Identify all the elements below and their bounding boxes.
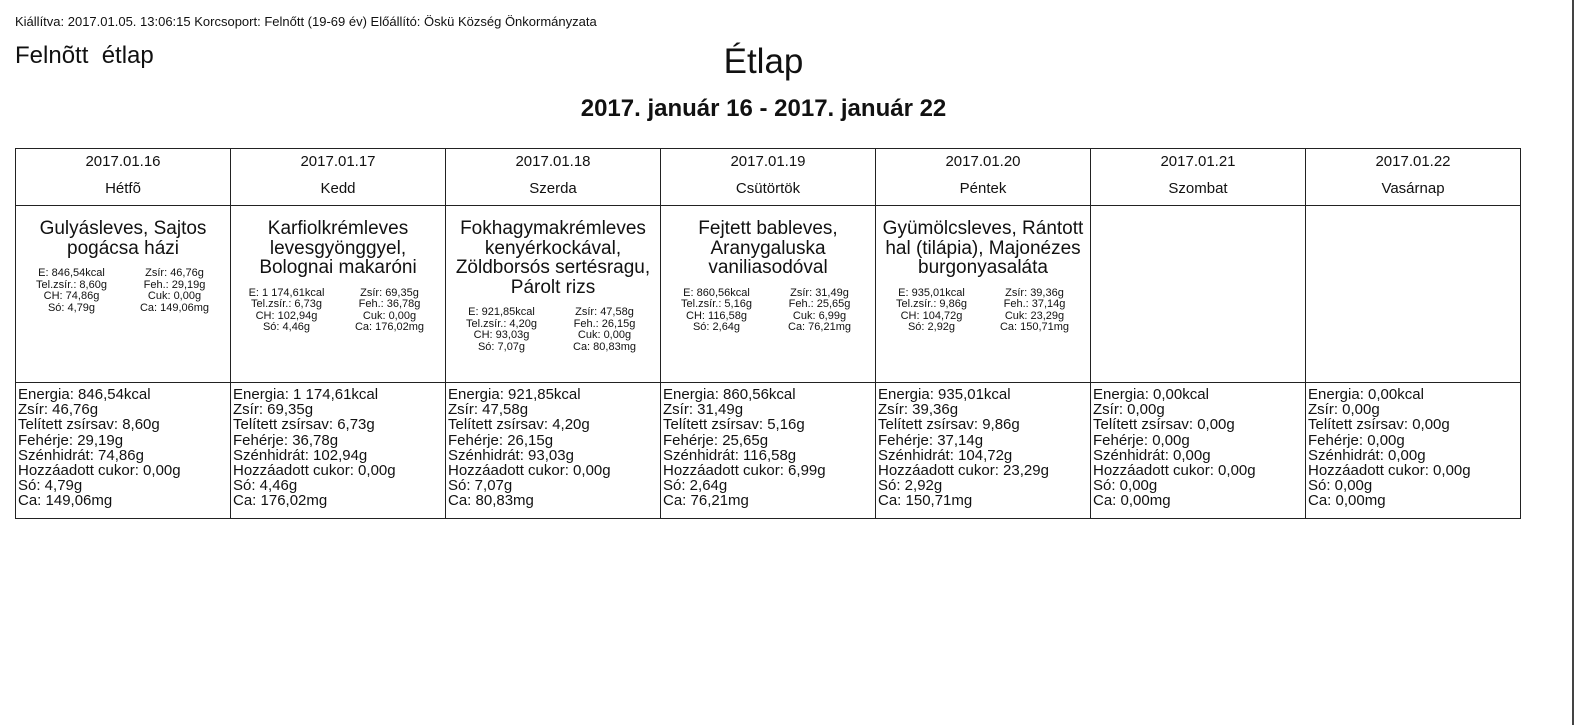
nutrition-added-sugar: Hozzáadott cukor: 0,00g (233, 462, 396, 480)
nutrition-calcium: Ca: 0,00mg (1093, 492, 1171, 510)
day-header-sunday (1306, 149, 1521, 206)
meal-name: Gyümölcsleves, Rántott hal (tilápia), Majonézes burgonyasaláta (882, 218, 1084, 278)
summary-value: CH: 93,03g (473, 329, 530, 341)
summary-left-column (880, 288, 983, 334)
nutrition-salt: Só: 7,07g (448, 477, 513, 495)
meal-nutrition-summary (450, 307, 656, 353)
summary-value: Ca: 149,06mg (139, 301, 210, 314)
nutrition-salt: Só: 4,46g (233, 477, 298, 495)
meal-cell-tuesday (231, 206, 446, 383)
summary-value: Cuk: 0,00g (362, 309, 417, 322)
summary-value: CH: 102,94g (255, 309, 318, 322)
nutrition-fat: Zsír: 47,58g (448, 401, 529, 419)
summary-left-column (665, 288, 768, 334)
summary-value: Tel.zsír.: 9,86g (896, 298, 967, 310)
nutrition-fat: Zsír: 31,49g (663, 401, 744, 419)
summary-value: Só: 7,07g (477, 340, 526, 353)
issued-info-line: Kiállítva: 2017.01.05. 13:06:15 Korcsoport: Felnőtt (19-69 év) Előállító: Öskü Község Önkormányzata (15, 14, 597, 29)
nutrition-saturated-fat: Telített zsírsav: 0,00g (1308, 416, 1450, 434)
nutrition-added-sugar: Hozzáadott cukor: 0,00g (1093, 462, 1256, 480)
meal-cell-saturday (1091, 206, 1306, 383)
summary-value: CH: 104,72g (900, 309, 963, 322)
meal-nutrition-summary (665, 288, 871, 334)
nutrition-energy: Energia: 846,54kcal (18, 386, 151, 403)
nutrition-energy: Energia: 935,01kcal (878, 386, 1011, 403)
meal-cell-wednesday (446, 206, 661, 383)
nutrition-cell-tuesday (231, 383, 446, 519)
nutrition-salt: Só: 2,92g (878, 477, 943, 495)
summary-value: Zsír: 39,36g (1005, 286, 1064, 299)
nutrition-added-sugar: Hozzáadott cukor: 0,00g (448, 462, 611, 480)
nutrition-energy: Energia: 0,00kcal (1308, 386, 1424, 403)
nutrition-calcium: Ca: 76,21mg (663, 492, 749, 510)
summary-right-column (553, 307, 656, 353)
meal-nutrition-summary (235, 288, 441, 334)
meal-row (16, 206, 1521, 383)
day-name: Péntek (959, 180, 1007, 197)
day-date: 2017.01.19 (730, 153, 806, 170)
nutrition-protein: Fehérje: 0,00g (1093, 431, 1190, 449)
weekly-menu-table (15, 148, 1521, 519)
nutrition-calcium: Ca: 150,71mg (878, 492, 973, 510)
summary-value: Só: 2,92g (907, 321, 956, 333)
nutrition-protein: Fehérje: 25,65g (663, 431, 769, 449)
nutrition-cell-saturday (1091, 383, 1306, 519)
nutrition-salt: Só: 2,64g (663, 477, 728, 495)
nutrition-protein: Fehérje: 37,14g (878, 431, 984, 449)
nutrition-added-sugar: Hozzáadott cukor: 6,99g (663, 462, 826, 480)
day-name: Szombat (1168, 180, 1228, 197)
nutrition-calcium: Ca: 80,83mg (448, 492, 534, 510)
nutrition-protein: Fehérje: 0,00g (1308, 431, 1405, 449)
summary-value: Só: 2,64g (692, 321, 741, 333)
nutrition-carbohydrate: Szénhidrát: 93,03g (448, 446, 574, 464)
nutrition-calcium: Ca: 176,02mg (233, 492, 328, 510)
nutrition-fat: Zsír: 69,35g (233, 401, 314, 419)
nutrition-fat: Zsír: 46,76g (18, 401, 99, 419)
nutrition-saturated-fat: Telített zsírsav: 9,86g (878, 416, 1020, 434)
meal-cell-thursday (661, 206, 876, 383)
day-date: 2017.01.22 (1375, 153, 1451, 170)
summary-value: Tel.zsír.: 5,16g (681, 298, 752, 310)
meal-name (1306, 206, 1520, 219)
meal-name (1091, 206, 1305, 219)
nutrition-carbohydrate: Szénhidrát: 0,00g (1093, 446, 1211, 464)
summary-value: Ca: 80,83mg (573, 340, 636, 353)
day-name: Vasárnap (1381, 180, 1445, 197)
nutrition-added-sugar: Hozzáadott cukor: 0,00g (1308, 462, 1471, 480)
nutrition-cell-wednesday (446, 383, 661, 519)
day-name: Szerda (529, 180, 577, 197)
day-header-monday (16, 149, 231, 206)
nutrition-carbohydrate: Szénhidrát: 0,00g (1308, 446, 1426, 464)
nutrition-cell-sunday (1306, 383, 1521, 519)
meal-name: Fejtett bableves, Aranygaluska vaniliasodóval (698, 218, 838, 278)
nutrition-protein: Fehérje: 26,15g (448, 431, 554, 449)
summary-value: Cuk: 0,00g (147, 290, 202, 302)
summary-value: Ca: 176,02mg (354, 321, 425, 333)
day-date: 2017.01.21 (1160, 153, 1236, 170)
summary-left-column (20, 268, 123, 314)
nutrition-cell-friday (876, 383, 1091, 519)
nutrition-protein: Fehérje: 36,78g (233, 431, 339, 449)
summary-left-column (235, 288, 338, 334)
nutrition-fat: Zsír: 0,00g (1308, 401, 1380, 419)
summary-value: E: 921,85kcal (468, 306, 535, 318)
summary-right-column (123, 268, 226, 314)
day-name: Hétfõ (105, 180, 141, 197)
nutrition-added-sugar: Hozzáadott cukor: 23,29g (878, 462, 1049, 480)
day-header-thursday (661, 149, 876, 206)
day-date: 2017.01.16 (85, 153, 161, 170)
nutrition-carbohydrate: Szénhidrát: 116,58g (663, 446, 797, 464)
nutrition-cell-thursday (661, 383, 876, 519)
nutrition-salt: Só: 0,00g (1308, 477, 1373, 495)
summary-value: Zsír: 69,35g (360, 286, 419, 299)
nutrition-saturated-fat: Telített zsírsav: 8,60g (18, 416, 160, 434)
day-header-tuesday (231, 149, 446, 206)
nutrition-energy: Energia: 921,85kcal (448, 386, 581, 403)
nutrition-salt: Só: 4,79g (18, 477, 83, 495)
nutrition-saturated-fat: Telített zsírsav: 5,16g (663, 416, 805, 434)
summary-value: E: 935,01kcal (898, 286, 965, 299)
day-date: 2017.01.18 (515, 153, 591, 170)
nutrition-carbohydrate: Szénhidrát: 74,86g (18, 446, 144, 464)
summary-right-column (983, 288, 1086, 334)
summary-value: E: 846,54kcal (38, 267, 105, 279)
summary-value: CH: 74,86g (43, 290, 100, 302)
summary-value: Feh.: 37,14g (1003, 298, 1066, 310)
summary-value: E: 860,56kcal (683, 286, 750, 299)
day-name: Csütörtök (735, 180, 801, 197)
summary-value: Feh.: 26,15g (573, 317, 636, 330)
meal-name: Gulyásleves, Sajtos pogácsa házi (39, 218, 207, 259)
day-date: 2017.01.20 (945, 153, 1021, 170)
nutrition-fat: Zsír: 39,36g (878, 401, 959, 419)
summary-value: Cuk: 23,29g (1004, 309, 1065, 322)
summary-value: Cuk: 6,99g (792, 309, 847, 322)
summary-value: Tel.zsír.: 4,20g (466, 317, 537, 330)
summary-value: Ca: 76,21mg (788, 321, 851, 333)
day-header-saturday (1091, 149, 1306, 206)
meal-cell-monday (16, 206, 231, 383)
nutrition-calcium: Ca: 0,00mg (1308, 492, 1386, 510)
summary-value: Feh.: 29,19g (143, 278, 206, 291)
menu-group-title: Felnõtt étlap (15, 42, 154, 69)
nutrition-added-sugar: Hozzáadott cukor: 0,00g (18, 462, 181, 480)
summary-right-column (338, 288, 441, 334)
meal-cell-friday (876, 206, 1091, 383)
meal-name: Karfiolkrémleves levesgyönggyel, Bolognai makaróni (259, 218, 417, 278)
nutrition-energy: Energia: 860,56kcal (663, 386, 796, 403)
summary-value: Zsír: 46,76g (145, 267, 204, 279)
nutrition-saturated-fat: Telített zsírsav: 6,73g (233, 416, 375, 434)
day-header-wednesday (446, 149, 661, 206)
nutrition-cell-monday (16, 383, 231, 519)
summary-value: Feh.: 36,78g (358, 298, 421, 310)
summary-value: Zsír: 47,58g (575, 306, 634, 318)
nutrition-carbohydrate: Szénhidrát: 104,72g (878, 446, 1013, 464)
summary-value: E: 1 174,61kcal (248, 286, 325, 299)
nutrition-salt: Só: 0,00g (1093, 477, 1158, 495)
summary-value: Zsír: 31,49g (790, 286, 849, 299)
day-header-friday (876, 149, 1091, 206)
summary-value: Só: 4,79g (47, 301, 96, 314)
meal-name: Fokhagymakrémleves kenyérkockával, Zöldborsós sertésragu, Párolt rizs (455, 218, 651, 298)
summary-value: CH: 116,58g (686, 309, 747, 322)
nutrition-protein: Fehérje: 29,19g (18, 431, 124, 449)
day-name: Kedd (320, 180, 356, 197)
nutrition-carbohydrate: Szénhidrát: 102,94g (233, 446, 368, 464)
meal-nutrition-summary (20, 268, 226, 314)
nutrition-energy: Energia: 0,00kcal (1093, 386, 1209, 403)
day-date: 2017.01.17 (300, 153, 376, 170)
meal-nutrition-summary (880, 288, 1086, 334)
summary-value: Tel.zsír.: 8,60g (36, 278, 107, 291)
nutrition-calcium: Ca: 149,06mg (18, 492, 113, 510)
nutrition-row (16, 383, 1521, 519)
nutrition-saturated-fat: Telített zsírsav: 0,00g (1093, 416, 1235, 434)
summary-value: Ca: 150,71mg (999, 321, 1070, 333)
nutrition-fat: Zsír: 0,00g (1093, 401, 1165, 419)
day-header-row (16, 149, 1521, 206)
date-range-heading: 2017. január 16 - 2017. január 22 (580, 95, 947, 122)
nutrition-energy: Energia: 1 174,61kcal (233, 386, 379, 403)
page-title: Étlap (723, 42, 804, 81)
summary-value: Só: 4,46g (262, 321, 311, 333)
summary-left-column (450, 307, 553, 353)
summary-value: Cuk: 0,00g (577, 329, 632, 341)
summary-right-column (768, 288, 871, 334)
summary-value: Tel.zsír.: 6,73g (251, 298, 322, 310)
meal-cell-sunday (1306, 206, 1521, 383)
summary-value: Feh.: 25,65g (788, 298, 851, 310)
nutrition-saturated-fat: Telített zsírsav: 4,20g (448, 416, 590, 434)
